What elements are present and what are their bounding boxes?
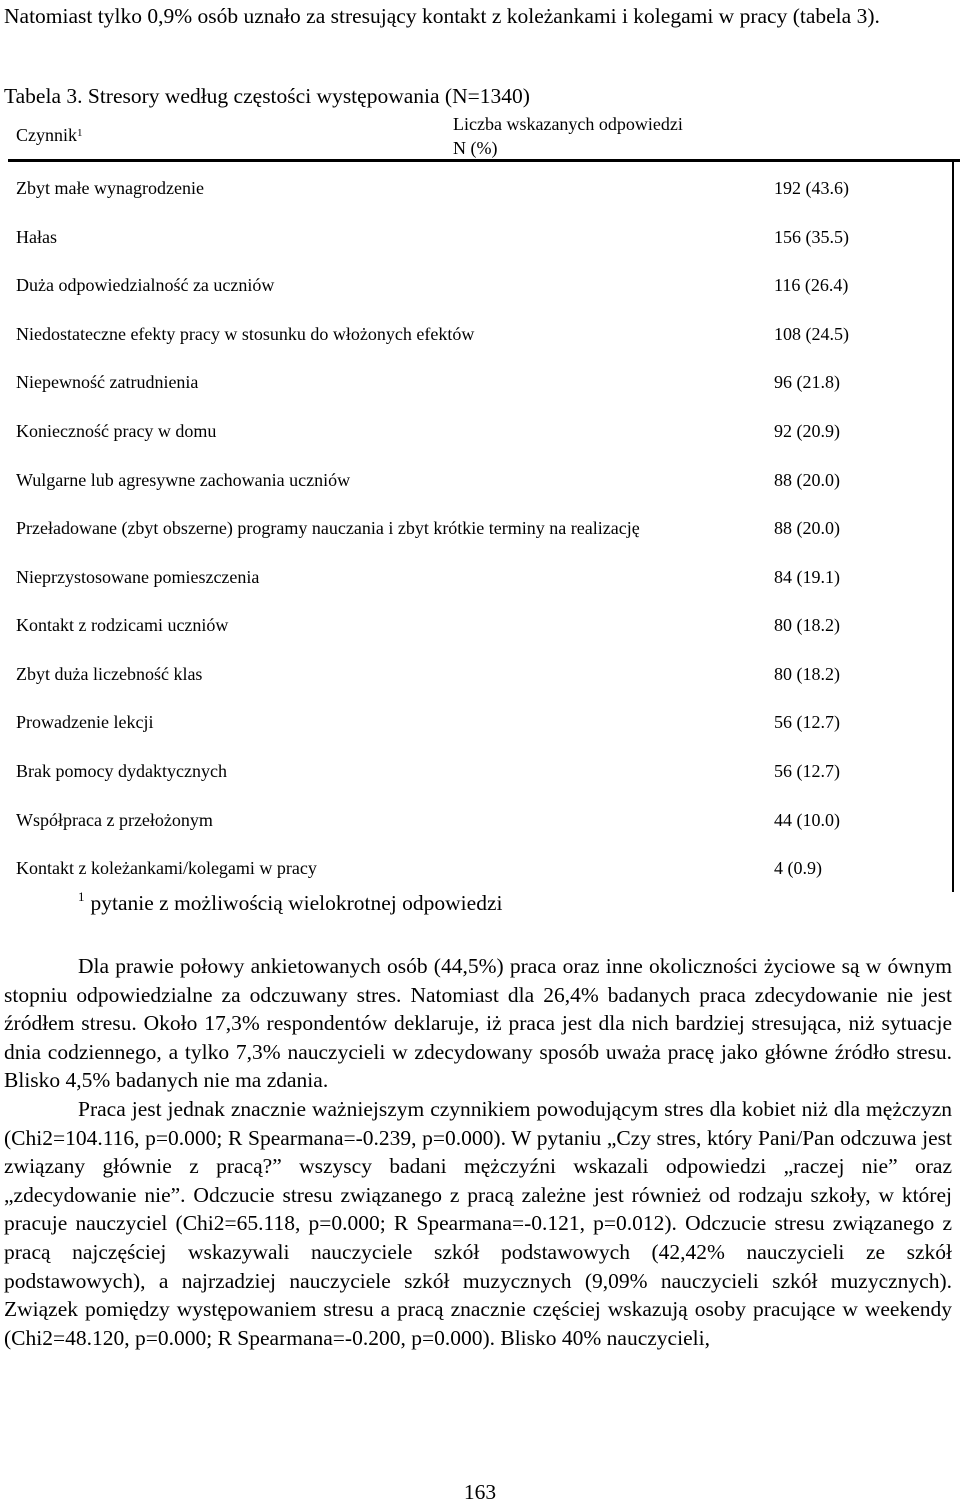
column-header-factor [16,123,83,147]
row-value: 56 (12.7) [774,712,840,732]
table-row [0,712,960,760]
table-caption: Tabela 3. Stresory według częstości występowania (N=1340) [4,84,530,108]
footnote-mark: 1 [78,889,85,904]
page-number: 163 [463,1480,497,1504]
table-row [0,810,960,858]
body-text [4,952,952,1352]
row-label: Wulgarne lub agresywne zachowania uczniów [16,470,351,490]
row-value: 44 (10.0) [774,810,840,830]
intro-paragraph: Natomiast tylko 0,9% osób uznało za stresujący kontakt z koleżankami i kolegami w pracy (tabela 3). [4,4,880,28]
table-footnote [78,888,502,918]
row-label: Przeładowane (zbyt obszerne) programy nauczania i zbyt krótkie terminy na realizację [16,518,640,538]
table-row [0,372,960,420]
row-label: Brak pomocy dydaktycznych [16,761,227,781]
column-header-count-line2: N (%) [453,138,498,158]
row-label: Hałas [16,227,57,247]
row-value: 156 (35.5) [774,227,849,247]
table-row [0,178,960,226]
row-value: 88 (20.0) [774,518,840,538]
row-label: Zbyt małe wynagrodzenie [16,178,204,198]
row-value: 4 (0.9) [774,858,822,878]
column-header-count [453,112,683,160]
row-value: 108 (24.5) [774,324,849,344]
row-value: 116 (26.4) [774,275,849,295]
table-row [0,615,960,663]
row-value: 192 (43.6) [774,178,849,198]
row-label: Konieczność pracy w domu [16,421,217,441]
footnote-reference: 1 [77,127,83,139]
table-row [0,761,960,809]
row-label: Niedostateczne efekty pracy w stosunku do włożonych efektów [16,324,475,344]
row-value: 56 (12.7) [774,761,840,781]
row-label: Kontakt z rodzicami uczniów [16,615,229,635]
row-label: Zbyt duża liczebność klas [16,664,203,684]
body-paragraph: Praca jest jednak znacznie ważniejszym czynnikiem powodującym stres dla kobiet niż dla mężczyzn (Chi2=104.116, p=0.000; R Spearmana=-0.239, p=0.000). W pytaniu „Czy stres, który Pani/Pan odczuwa jest związany głównie z pracą?” wszyscy badani mężczyźni wskazali odpowiedzi „raczej nie” oraz „zdecydowanie nie”. Odczucie stresu związanego z pracą zależne jest również od rodzaju szkoły, w której pracuje nauczyciel (Chi2=65.118, p=0.000; R Spearmana=-0.121, p=0.012). Odczucie stresu związanego z pracą najczęściej wskazywali nauczyciele szkół podstawowych (42,42% nauczycieli ze szkół podstawowych), a najrzadziej nauczyciele szkół muzycznych (9,09% nauczycieli szkół muzycznych). Związek pomiędzy występowaniem stresu a pracą znacznie częściej wskazują osoby pracujące w weekendy (Chi2=48.120, p=0.000; R Spearmana=-0.200, p=0.000). Blisko 40% nauczycieli, [4,1096,952,1350]
row-label: Nieprzystosowane pomieszczenia [16,567,260,587]
table-row [0,664,960,712]
footnote-text: pytanie z możliwością wielokrotnej odpowiedzi [90,891,503,915]
table-row [0,324,960,372]
table-row [0,275,960,323]
column-header-count-line1: Liczba wskazanych odpowiedzi [453,114,683,134]
row-value: 88 (20.0) [774,470,840,490]
row-value: 80 (18.2) [774,664,840,684]
table-header-rule [8,159,960,162]
table-row [0,518,960,566]
row-value: 92 (20.9) [774,421,840,441]
body-paragraph: Dla prawie połowy ankietowanych osób (44,5%) praca oraz inne okoliczności życiowe są w ównym stopniu odpowiedzialne za odczuwany stres. Natomiast dla 26,4% badanych praca zdecydowanie nie jest źródłem stresu. Około 17,3% respondentów deklaruje, iż praca jest dla nich bardziej stresująca, niż sytuacje dnia codziennego, a tylko 7,3% nauczycieli w zdecydowany sposób uważa pracę jako główne źródło stresu. Blisko 4,5% badanych nie ma zdania. [4,954,952,1093]
table-row [0,470,960,518]
row-label: Kontakt z koleżankami/kolegami w pracy [16,858,317,878]
table-row [0,421,960,469]
row-value: 80 (18.2) [774,615,840,635]
row-label: Niepewność zatrudnienia [16,372,199,392]
row-value: 96 (21.8) [774,372,840,392]
row-label: Prowadzenie lekcji [16,712,154,732]
table-row [0,227,960,275]
table-row [0,567,960,615]
column-header-factor-label: Czynnik [16,125,77,145]
row-label: Duża odpowiedzialność za uczniów [16,275,275,295]
row-value: 84 (19.1) [774,567,840,587]
row-label: Współpraca z przełożonym [16,810,213,830]
